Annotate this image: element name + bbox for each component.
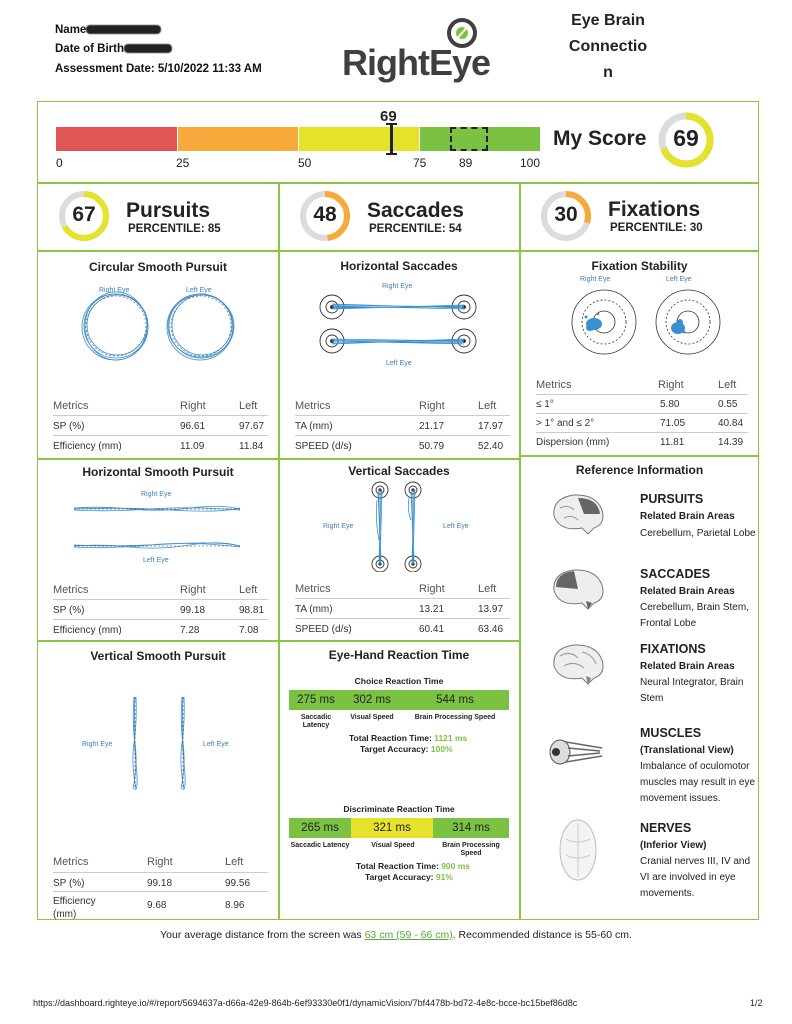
brain-saccades-icon xyxy=(548,565,608,615)
vertical-pursuit-title: Vertical Smooth Pursuit xyxy=(90,649,226,663)
table-row: TA (mm) 13.21 13.97 xyxy=(295,598,510,618)
fixation-stability-plot xyxy=(560,284,730,356)
ref-pursuits-sub: Related Brain Areas xyxy=(640,511,735,522)
ref-saccades-heading: SACCADES xyxy=(640,567,711,581)
pursuits-title: Pursuits xyxy=(126,199,211,222)
choice-label-visual: Visual Speed xyxy=(350,714,394,721)
score-marker-value: 69 xyxy=(380,108,397,125)
fixations-title: Fixations xyxy=(608,198,701,221)
circular-left-label: Left Eye xyxy=(186,287,212,294)
score-bar xyxy=(56,127,540,151)
discriminate-label-visual: Visual Speed xyxy=(371,842,415,849)
fixations-score: 30 xyxy=(554,203,578,226)
discriminate-saccadic-latency: 265 ms xyxy=(289,818,351,838)
ref-muscles-text: Imbalance of oculomotor muscles may result in eye movement issues. xyxy=(640,761,756,804)
target-range-box xyxy=(450,127,488,151)
horizontal-pursuit-plot xyxy=(70,500,242,552)
discriminate-label-latency: Saccadic Latency xyxy=(290,842,350,849)
vertical-saccades-left-label: Left Eye xyxy=(443,523,469,530)
ref-muscles-heading: MUSCLES xyxy=(640,726,702,740)
circular-pursuit-table: Metrics Right Left SP (%) 96.61 97.67 Efficiency (mm) 11.09 11.84 xyxy=(53,400,268,455)
my-score-value: 69 xyxy=(673,125,699,151)
choice-label-latency: Saccadic Latency xyxy=(300,714,332,729)
assessment-date: Assessment Date: 5/10/2022 11:33 AM xyxy=(55,63,262,75)
vertical-pursuit-right-label: Right Eye xyxy=(82,741,113,748)
fixations-percentile: PERCENTILE: 30 xyxy=(610,222,703,234)
saccades-title: Saccades xyxy=(367,199,464,222)
choice-accuracy: Target Accuracy: 100% xyxy=(360,744,453,754)
horizontal-saccades-plot xyxy=(316,293,480,357)
brain-pursuits-icon xyxy=(548,490,608,540)
ref-fixations-sub: Related Brain Areas xyxy=(640,661,735,672)
table-row: SP (%) 99.18 99.56 xyxy=(53,872,268,891)
tick-89: 89 xyxy=(459,156,473,170)
circular-right-label: Right Eye xyxy=(99,287,130,294)
tick-75: 75 xyxy=(413,156,427,170)
pursuits-score: 67 xyxy=(72,203,96,226)
report-url[interactable]: https://dashboard.righteye.io/#/report/5694637a-d66a-42e9-864b-6ef93330e0f1/dynamicVision/7bf4478b-bd72-4e8c-bcce-bc15bef86d8c xyxy=(33,998,578,1008)
saccades-score: 48 xyxy=(313,203,337,226)
score-marker xyxy=(390,123,393,155)
choice-visual-speed: 302 ms xyxy=(343,690,401,710)
brain-fixations-icon xyxy=(548,640,608,690)
dob-label: Date of Birth xyxy=(55,43,172,55)
discriminate-label-brain: Brain Processing Speed xyxy=(442,842,500,857)
ref-saccades-text: Cerebellum, Brain Stem, Frontal Lobe xyxy=(640,602,749,629)
ref-saccades-sub: Related Brain Areas xyxy=(640,586,735,597)
name-label: Name xyxy=(55,24,161,36)
discriminate-visual-speed: 321 ms xyxy=(351,818,433,838)
fixation-right-label: Right Eye xyxy=(580,276,611,283)
choice-reaction-title: Choice Reaction Time xyxy=(354,676,444,686)
table-row: SP (%) 96.61 97.67 xyxy=(53,415,268,435)
table-row: Efficiency (mm) 9.68 8.96 xyxy=(53,891,268,919)
choice-total: Total Reaction Time: 1121 ms xyxy=(349,733,468,743)
table-row: TA (mm) 21.17 17.97 xyxy=(295,415,510,435)
horizontal-saccades-left-label: Left Eye xyxy=(386,360,412,367)
ref-fixations-heading: FIXATIONS xyxy=(640,642,706,656)
horizontal-pursuit-left-label: Left Eye xyxy=(143,557,169,564)
horizontal-saccades-table: Metrics Right Left TA (mm) 21.17 17.97 SPEED (d/s) 50.79 52.40 xyxy=(295,400,510,455)
table-row: ≤ 1° 5.80 0.55 xyxy=(536,394,748,413)
table-row: SPEED (d/s) 60.41 63.46 xyxy=(295,618,510,638)
ref-fixations-text: Neural Integrator, Brain Stem xyxy=(640,677,744,704)
table-row: Dispersion (mm) 11.81 14.39 xyxy=(536,432,748,451)
ref-nerves-text: Cranial nerves III, IV and VI are involved in eye movements. xyxy=(640,856,751,899)
fixation-stability-title: Fixation Stability xyxy=(591,259,688,273)
table-row: Efficiency (mm) 11.09 11.84 xyxy=(53,435,268,455)
vertical-saccades-table: Metrics Right Left TA (mm) 13.21 13.97 SPEED (d/s) 60.41 63.46 xyxy=(295,583,510,638)
tick-25: 25 xyxy=(176,156,190,170)
discriminate-total: Total Reaction Time: 900 ms xyxy=(356,861,471,871)
righteye-logo xyxy=(342,14,491,84)
ref-nerves-heading: NERVES xyxy=(640,821,692,835)
ref-pursuits-heading: PURSUITS xyxy=(640,492,704,506)
tick-100: 100 xyxy=(520,156,541,170)
discriminate-accuracy: Target Accuracy: 91% xyxy=(365,872,453,882)
brain-nerves-icon xyxy=(554,815,602,885)
ref-nerves-sub: (Inferior View) xyxy=(640,840,707,851)
eye-muscles-icon xyxy=(546,732,606,772)
table-row: > 1° and ≤ 2° 71.05 40.84 xyxy=(536,413,748,432)
vertical-pursuit-table: Metrics Right Left SP (%) 99.18 99.56 Efficiency (mm) 9.68 8.96 xyxy=(53,856,268,920)
table-row: SPEED (d/s) 50.79 52.40 xyxy=(295,435,510,455)
table-row: SP (%) 99.18 98.81 xyxy=(53,599,268,619)
my-score-label: My Score xyxy=(553,127,647,150)
table-row: Efficiency (mm) 7.28 7.08 xyxy=(53,619,268,639)
choice-label-brain: Brain Processing Speed xyxy=(414,714,496,721)
distance-note: Your average distance from the screen was 63 cm (59 - 66 cm). Recommended distance is 55-60 cm. xyxy=(160,929,632,941)
vertical-saccades-plot xyxy=(365,480,425,572)
saccades-percentile: PERCENTILE: 54 xyxy=(369,223,462,235)
horizontal-saccades-right-label: Right Eye xyxy=(382,283,413,290)
choice-brain-speed: 544 ms xyxy=(401,690,509,710)
ref-muscles-sub: (Translational View) xyxy=(640,745,734,756)
fixation-left-label: Left Eye xyxy=(666,276,692,283)
report-title: Eye Brain Connectio n xyxy=(568,12,648,81)
tick-0: 0 xyxy=(56,156,63,170)
discriminate-reaction-title: Discriminate Reaction Time xyxy=(343,804,455,814)
horizontal-pursuit-right-label: Right Eye xyxy=(141,491,172,498)
vertical-saccades-right-label: Right Eye xyxy=(323,523,354,530)
page-number: 1/2 xyxy=(750,998,763,1008)
pursuits-percentile: PERCENTILE: 85 xyxy=(128,223,221,235)
fixation-stability-table: Metrics Right Left ≤ 1° 5.80 0.55 > 1° and ≤ 2° 71.05 40.84 Dispersion (mm) 11.81 14.39 xyxy=(536,379,748,454)
reference-title: Reference Information xyxy=(575,463,704,477)
discriminate-brain-speed: 314 ms xyxy=(433,818,509,838)
reaction-title: Eye-Hand Reaction Time xyxy=(328,648,470,662)
circular-pursuit-title: Circular Smooth Pursuit xyxy=(88,260,228,274)
logo-text: RightEye xyxy=(342,42,491,83)
circular-pursuit-plot xyxy=(72,280,242,370)
vertical-saccades-title: Vertical Saccades xyxy=(348,464,450,478)
choice-saccadic-latency: 275 ms xyxy=(289,690,343,710)
vertical-pursuit-left-label: Left Eye xyxy=(203,741,229,748)
vertical-pursuit-plot xyxy=(120,693,200,793)
tick-50: 50 xyxy=(298,156,312,170)
horizontal-pursuit-title: Horizontal Smooth Pursuit xyxy=(82,465,234,479)
ref-pursuits-text: Cerebellum, Parietal Lobe xyxy=(640,528,756,539)
horizontal-saccades-title: Horizontal Saccades xyxy=(340,259,458,273)
horizontal-pursuit-table: Metrics Right Left SP (%) 99.18 98.81 Efficiency (mm) 7.28 7.08 xyxy=(53,584,268,639)
